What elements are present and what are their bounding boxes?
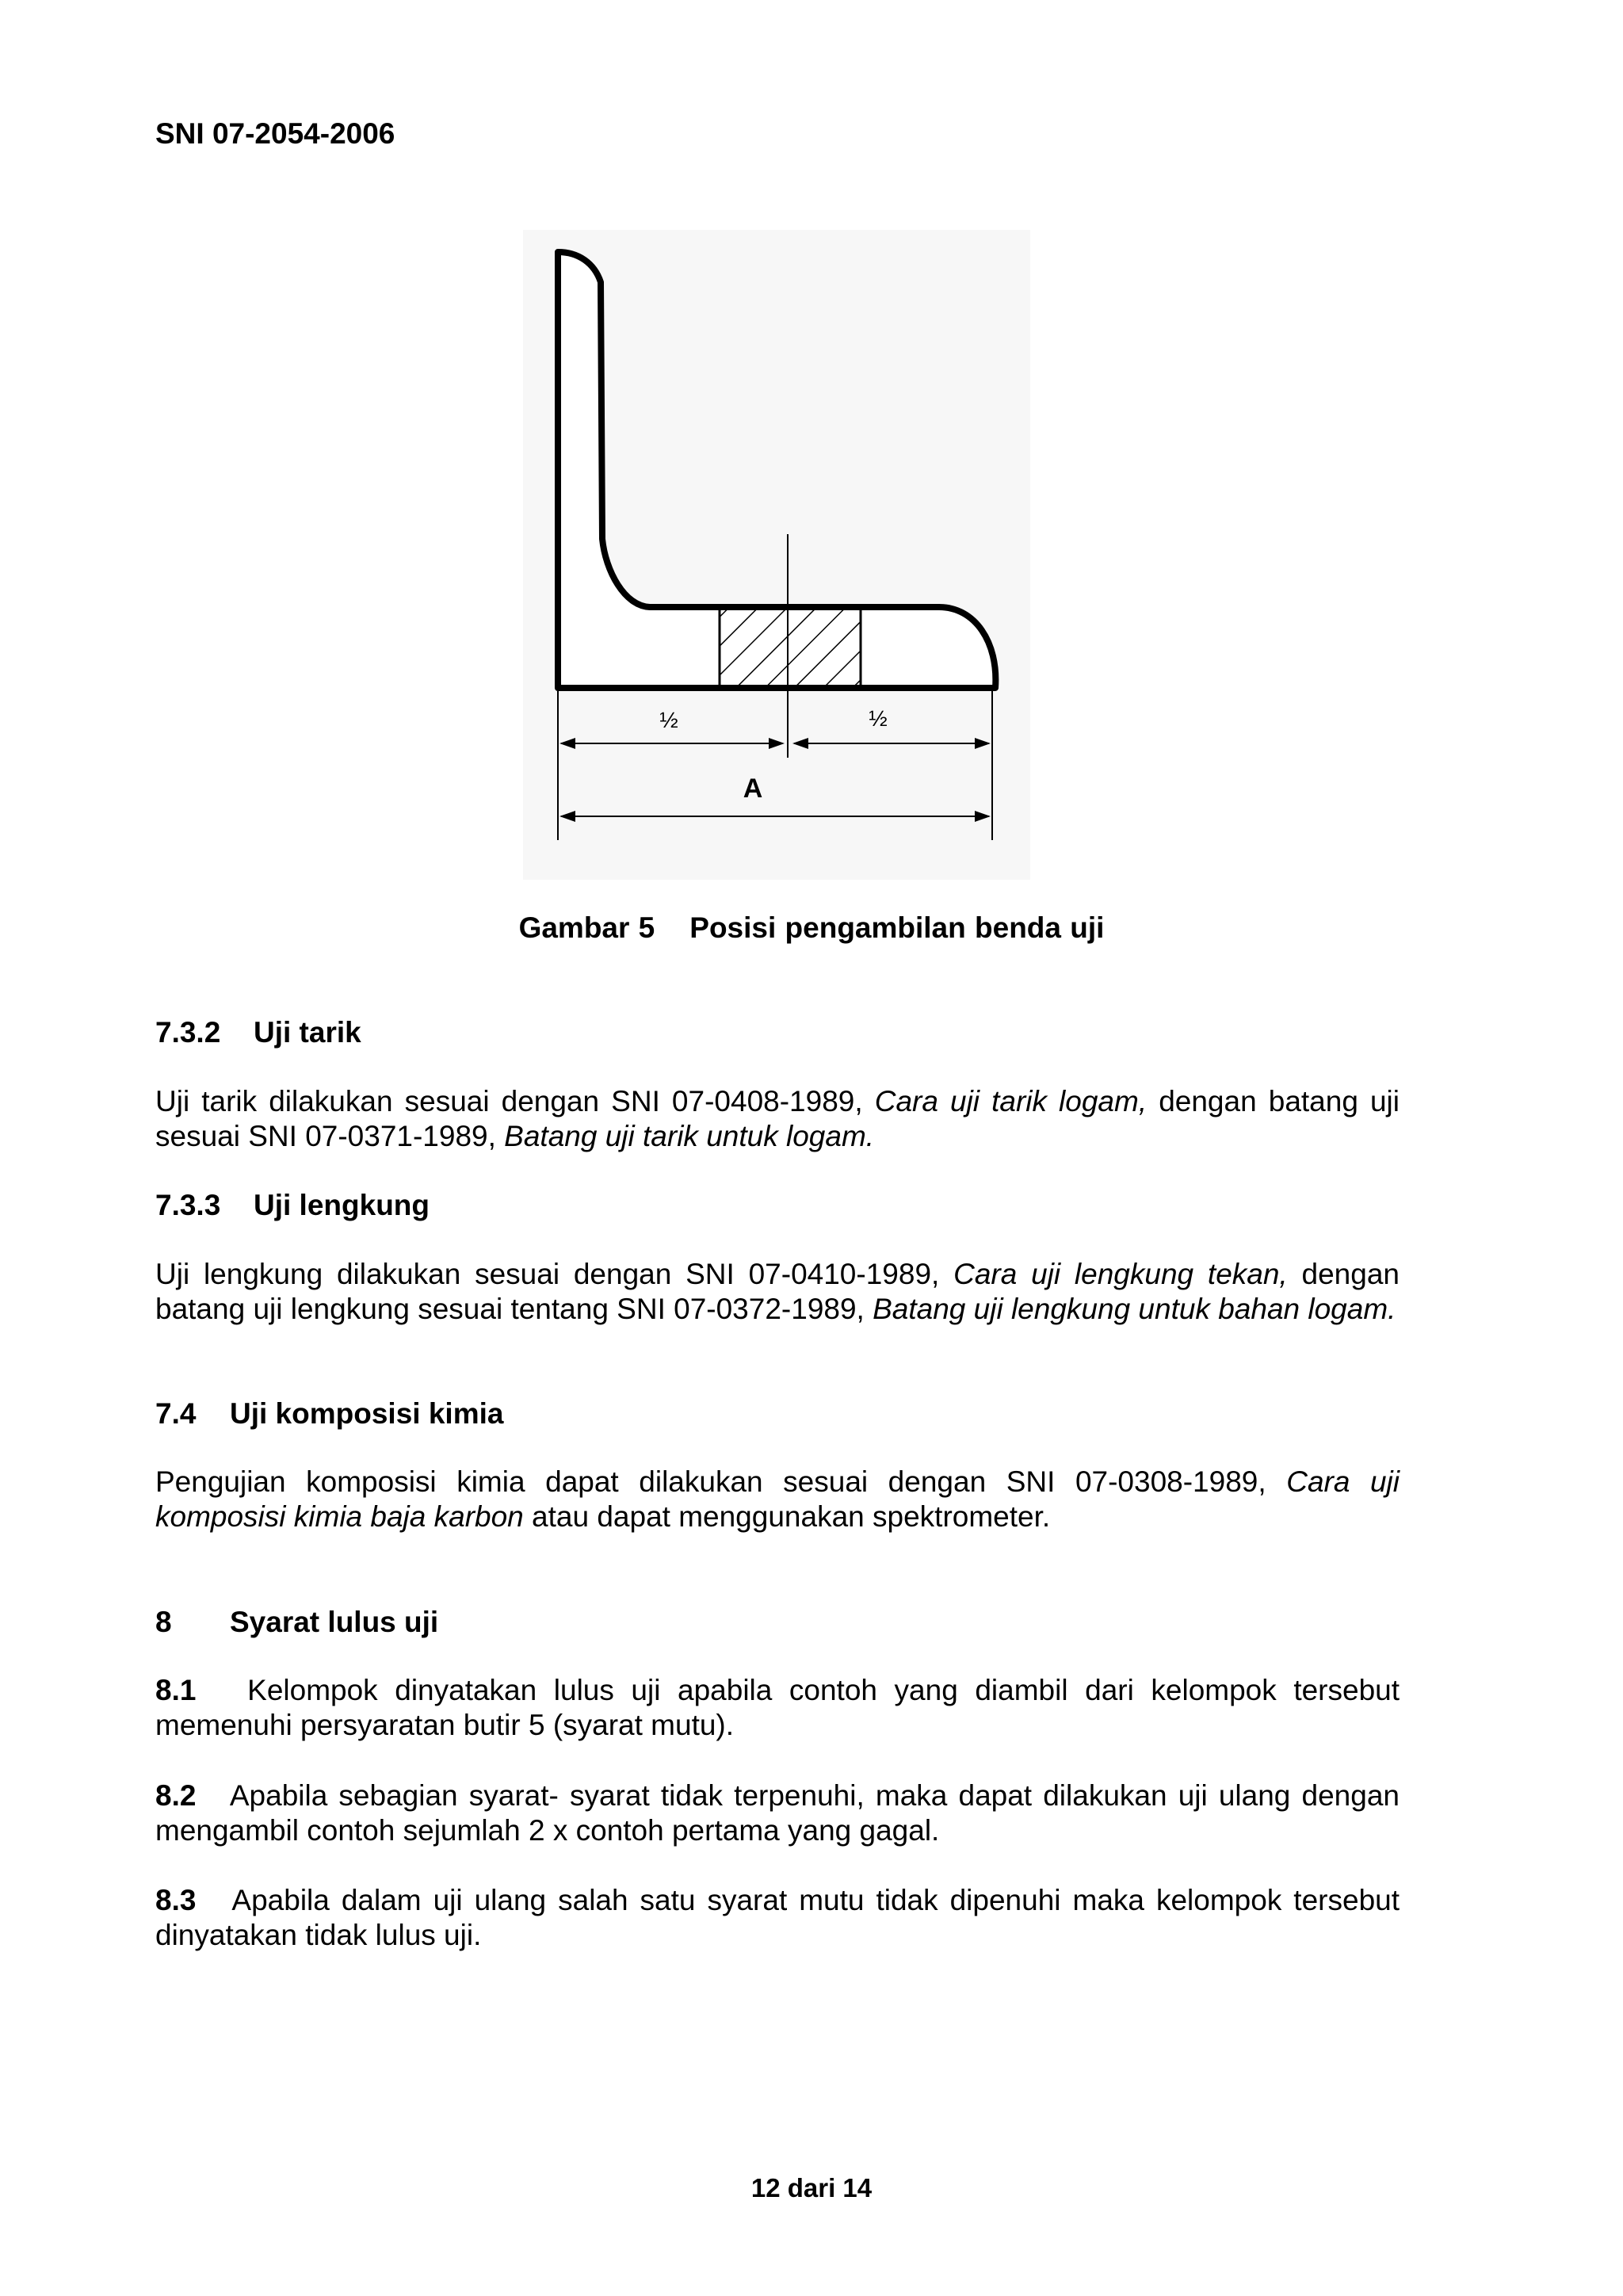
- section-heading-8: [155, 1606, 438, 1639]
- paragraph-7-3-3: [155, 1257, 1400, 1327]
- clause-8-2: [155, 1778, 1400, 1848]
- standard-title: Cara uji tarik logam,: [874, 1085, 1148, 1117]
- standard-title: Cara uji komposisi kimia baja karbon: [155, 1465, 1400, 1533]
- section-title: Uji komposisi kimia: [230, 1397, 504, 1430]
- clause-text: Apabila dalam uji ulang salah satu syarat mutu tidak dipenuhi maka kelompok tersebut dinyatakan tidak lulus uji.: [155, 1884, 1400, 1951]
- standard-title: Batang uji tarik untuk logam.: [504, 1120, 875, 1152]
- paragraph-text: dengan batang uji sesuai SNI 07-0371-1989,: [155, 1085, 1400, 1152]
- section-heading-7-3-3: [155, 1189, 430, 1222]
- clause-text: Kelompok dinyatakan lulus uji apabila contoh yang diambil dari kelompok tersebut memenuhi persyaratan butir 5 (syarat mutu).: [155, 1674, 1400, 1741]
- section-title: Uji tarik: [254, 1016, 361, 1049]
- paragraph-7-3-2: [155, 1084, 1400, 1154]
- half-label-right: ½: [869, 706, 888, 731]
- section-number: 7.4: [155, 1397, 197, 1430]
- section-title: Uji lengkung: [254, 1189, 430, 1221]
- section-number: 8: [155, 1606, 172, 1638]
- angle-profile-diagram: [523, 230, 1030, 880]
- standard-title: Cara uji lengkung tekan,: [953, 1258, 1288, 1290]
- figure-title: Posisi pengambilan benda uji: [689, 911, 1105, 944]
- page-number: 12 dari 14: [750, 2173, 873, 2202]
- document-code: SNI 07-2054-2006: [155, 117, 395, 150]
- clause-text: Apabila sebagian syarat- syarat tidak terpenuhi, maka dapat dilakukan uji ulang dengan mengambil contoh sejumlah 2 x contoh pertama yang gagal.: [155, 1779, 1400, 1847]
- section-heading-7-3-2: [155, 1016, 361, 1049]
- paragraph-text: atau dapat menggunakan spektrometer.: [523, 1500, 1051, 1533]
- section-number: 7.3.2: [155, 1016, 221, 1049]
- paragraph-text: Uji tarik dilakukan sesuai dengan SNI 07-0408-1989,: [155, 1085, 875, 1117]
- clause-number: 8.2: [155, 1779, 197, 1812]
- dimension-label-a: A: [743, 774, 763, 804]
- section-heading-7-4: [155, 1397, 503, 1431]
- paragraph-text: Uji lengkung dilakukan sesuai dengan SNI 07-0410-1989,: [155, 1258, 954, 1290]
- standard-title: Batang uji lengkung untuk bahan logam.: [873, 1293, 1396, 1325]
- clause-number: 8.3: [155, 1884, 197, 1916]
- section-title: Syarat lulus uji: [230, 1606, 439, 1638]
- paragraph-7-4: [155, 1465, 1400, 1534]
- angle-profile-figure: [523, 230, 1030, 880]
- clause-number: 8.1: [155, 1674, 197, 1706]
- clause-8-1: [155, 1673, 1400, 1743]
- figure-number: Gambar 5: [518, 911, 655, 944]
- clause-8-3: [155, 1883, 1400, 1953]
- paragraph-text: dengan batang uji lengkung sesuai tentang SNI 07-0372-1989,: [155, 1258, 1400, 1325]
- specimen-hatched-area: [720, 609, 861, 686]
- figure-caption: [0, 911, 1623, 945]
- half-label-left: ½: [659, 708, 678, 732]
- section-number: 7.3.3: [155, 1189, 221, 1221]
- paragraph-text: Pengujian komposisi kimia dapat dilakukan sesuai dengan SNI 07-0308-1989,: [155, 1465, 1287, 1498]
